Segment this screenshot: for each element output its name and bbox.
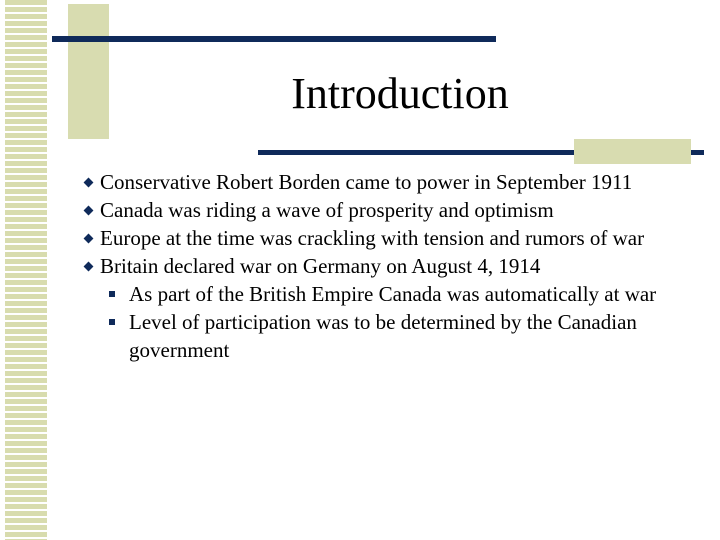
list-item (76, 196, 691, 224)
diamond-bullet-icon (76, 196, 100, 224)
diamond-bullet-icon (76, 224, 100, 252)
list-item (76, 224, 691, 252)
list-item (76, 168, 691, 196)
decorative-striped-sidebar (0, 0, 50, 540)
square-bullet-icon (100, 280, 124, 308)
bullet-text: Canada was riding a wave of prosperity and optimism (100, 198, 554, 222)
title-rule (52, 36, 496, 42)
decorative-accent-block (574, 139, 691, 164)
square-bullet-icon (100, 308, 124, 336)
sub-list-item (76, 308, 691, 364)
sub-bullet-text: As part of the British Empire Canada was automatically at war (129, 282, 657, 306)
list-item (76, 252, 691, 280)
bullet-list (76, 168, 691, 364)
slide-title: Introduction (291, 69, 509, 118)
bullet-text: Europe at the time was crackling with tension and rumors of war (100, 226, 645, 250)
diamond-bullet-icon (76, 168, 100, 196)
bullet-text: Britain declared war on Germany on August 4, 1914 (100, 254, 541, 278)
bullet-text: Conservative Robert Borden came to power in September 1911 (100, 170, 633, 194)
sub-list-item (76, 280, 691, 308)
decorative-title-block (68, 4, 109, 139)
diamond-bullet-icon (76, 252, 100, 280)
sub-bullet-text: Level of participation was to be determined by the Canadian government (129, 310, 637, 362)
